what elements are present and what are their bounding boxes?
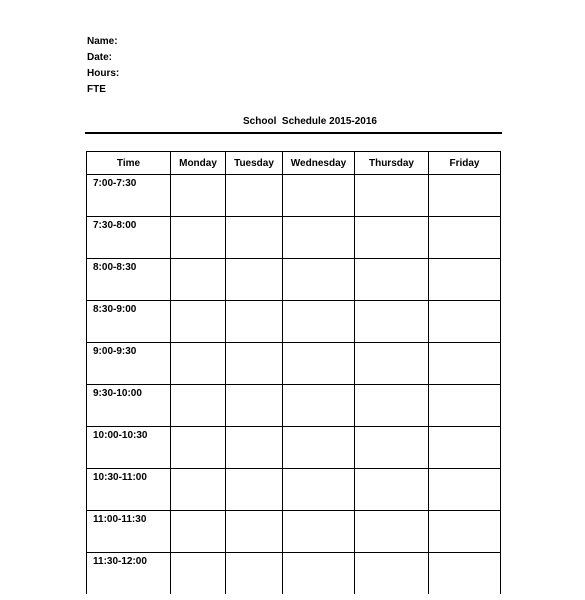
schedule-cell[interactable] — [226, 553, 283, 595]
schedule-cell[interactable] — [355, 427, 429, 469]
schedule-cell[interactable] — [171, 427, 226, 469]
table-row — [87, 469, 501, 511]
schedule-cell[interactable] — [283, 343, 355, 385]
schedule-cell[interactable] — [355, 553, 429, 595]
schedule-cell[interactable] — [226, 301, 283, 343]
schedule-cell[interactable] — [355, 217, 429, 259]
schedule-cell[interactable] — [429, 301, 501, 343]
schedule-cell[interactable] — [355, 511, 429, 553]
schedule-cell[interactable] — [283, 427, 355, 469]
schedule-table — [86, 151, 501, 594]
schedule-cell[interactable] — [226, 469, 283, 511]
schedule-cell[interactable] — [355, 175, 429, 217]
table-row — [87, 217, 501, 259]
schedule-cell[interactable] — [283, 511, 355, 553]
header-friday: Friday — [429, 152, 501, 175]
schedule-cell[interactable] — [283, 301, 355, 343]
schedule-cell[interactable] — [171, 175, 226, 217]
schedule-title: School Schedule 2015-2016 — [243, 116, 377, 127]
schedule-cell[interactable] — [226, 343, 283, 385]
time-cell: 11:00-11:30 — [87, 511, 171, 553]
schedule-cell[interactable] — [171, 259, 226, 301]
schedule-cell[interactable] — [283, 259, 355, 301]
time-cell: 9:30-10:00 — [87, 385, 171, 427]
schedule-cell[interactable] — [171, 217, 226, 259]
schedule-cell[interactable] — [355, 385, 429, 427]
table-row — [87, 259, 501, 301]
schedule-cell[interactable] — [283, 385, 355, 427]
schedule-cell[interactable] — [429, 217, 501, 259]
header-tuesday: Tuesday — [226, 152, 283, 175]
time-cell: 10:00-10:30 — [87, 427, 171, 469]
schedule-cell[interactable] — [226, 427, 283, 469]
schedule-cell[interactable] — [283, 469, 355, 511]
time-cell: 11:30-12:00 — [87, 553, 171, 595]
schedule-cell[interactable] — [355, 469, 429, 511]
schedule-cell[interactable] — [171, 553, 226, 595]
schedule-cell[interactable] — [171, 511, 226, 553]
schedule-cell[interactable] — [171, 385, 226, 427]
table-row — [87, 175, 501, 217]
schedule-cell[interactable] — [429, 469, 501, 511]
name-label: Name: — [87, 36, 118, 47]
schedule-cell[interactable] — [226, 259, 283, 301]
schedule-cell[interactable] — [171, 469, 226, 511]
schedule-cell[interactable] — [429, 553, 501, 595]
header-thursday: Thursday — [355, 152, 429, 175]
schedule-cell[interactable] — [355, 301, 429, 343]
schedule-cell[interactable] — [355, 259, 429, 301]
header-row — [87, 152, 501, 175]
header-monday: Monday — [171, 152, 226, 175]
schedule-cell[interactable] — [429, 259, 501, 301]
time-cell: 7:00-7:30 — [87, 175, 171, 217]
table-row — [87, 385, 501, 427]
time-cell: 9:00-9:30 — [87, 343, 171, 385]
schedule-cell[interactable] — [429, 427, 501, 469]
date-label: Date: — [87, 52, 113, 63]
info-fields — [87, 34, 119, 98]
schedule-cell[interactable] — [171, 301, 226, 343]
schedule-cell[interactable] — [283, 553, 355, 595]
title-divider — [85, 132, 502, 134]
table-row — [87, 427, 501, 469]
header-time: Time — [87, 152, 171, 175]
table-row — [87, 553, 501, 595]
schedule-cell[interactable] — [283, 175, 355, 217]
fte-label: FTE — [87, 84, 106, 95]
schedule-cell[interactable] — [429, 175, 501, 217]
table-row — [87, 511, 501, 553]
schedule-cell[interactable] — [226, 511, 283, 553]
schedule-cell[interactable] — [226, 175, 283, 217]
table-row — [87, 343, 501, 385]
schedule-cell[interactable] — [171, 343, 226, 385]
table-row — [87, 301, 501, 343]
schedule-cell[interactable] — [226, 217, 283, 259]
schedule-cell[interactable] — [355, 343, 429, 385]
header-wednesday: Wednesday — [283, 152, 355, 175]
schedule-cell[interactable] — [429, 511, 501, 553]
time-cell: 8:30-9:00 — [87, 301, 171, 343]
schedule-cell[interactable] — [226, 385, 283, 427]
time-cell: 8:00-8:30 — [87, 259, 171, 301]
time-cell: 7:30-8:00 — [87, 217, 171, 259]
hours-label: Hours: — [87, 68, 120, 79]
time-cell: 10:30-11:00 — [87, 469, 171, 511]
schedule-cell[interactable] — [429, 385, 501, 427]
schedule-cell[interactable] — [429, 343, 501, 385]
schedule-cell[interactable] — [283, 217, 355, 259]
